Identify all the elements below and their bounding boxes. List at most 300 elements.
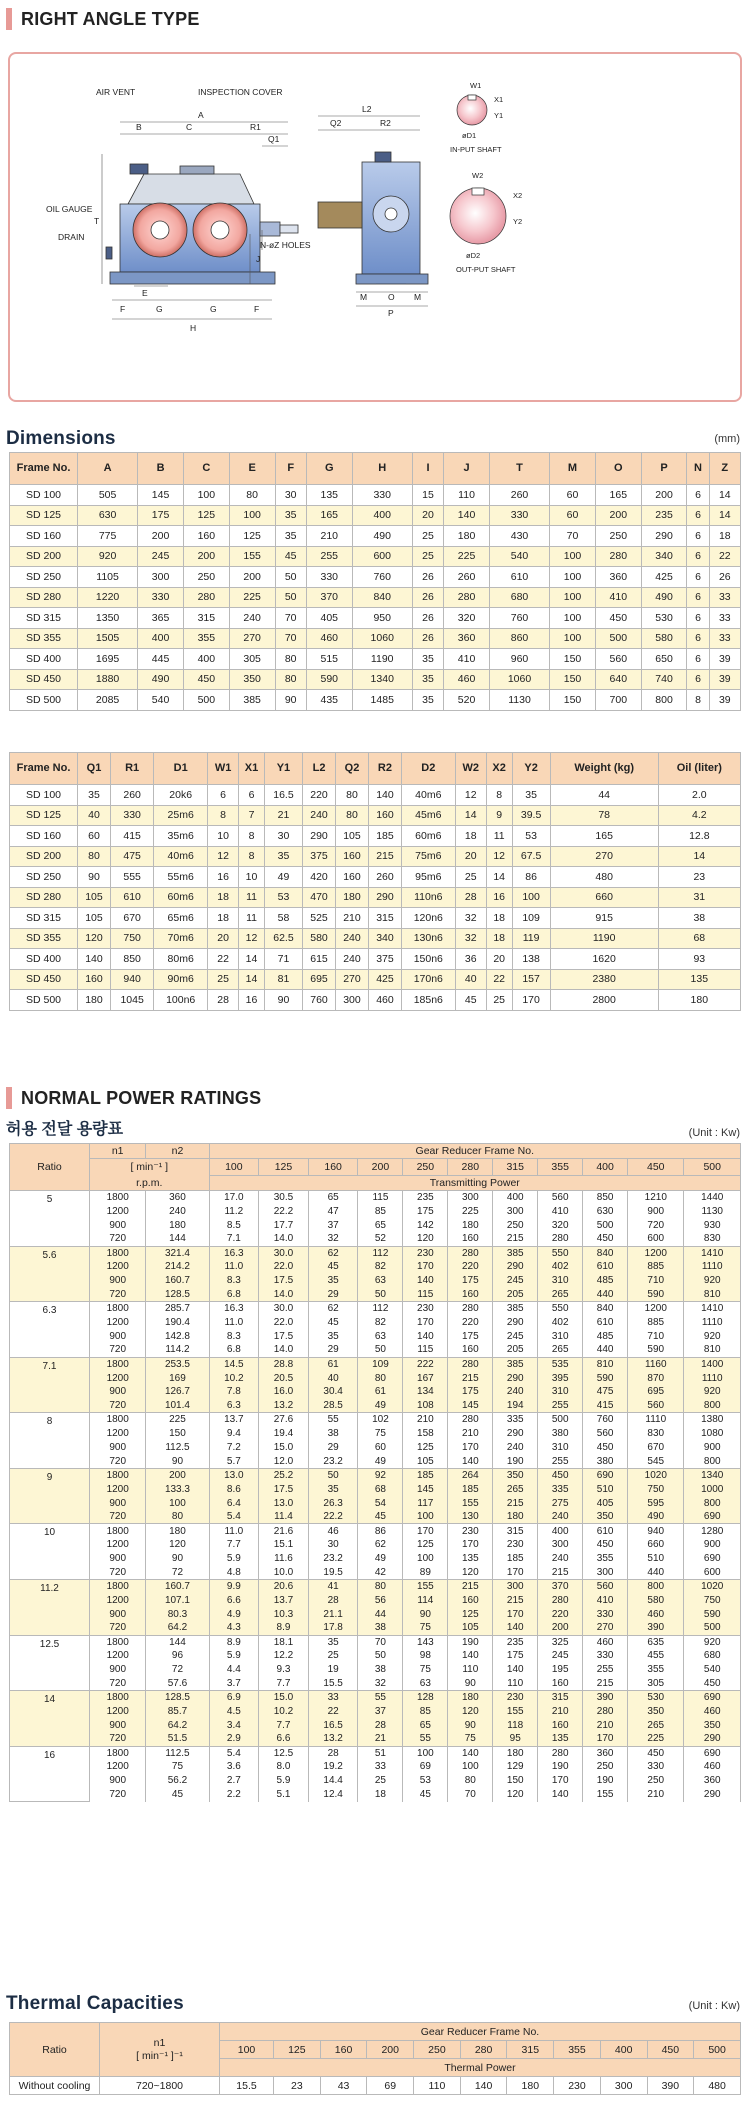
table-cell: 1000 [684,1482,741,1496]
table-row [10,546,741,567]
table-cell: 50 [358,1343,403,1357]
table-cell: 128.5 [146,1288,209,1302]
table-cell: 330 [583,1649,628,1663]
table-cell: 68 [358,1482,403,1496]
table-cell: 330 [352,485,412,506]
section-header-right-angle [6,8,200,30]
table-cell: 170 [493,1607,538,1621]
table-cell: 720 [90,1732,146,1746]
table-cell: 440 [583,1288,628,1302]
table-cell: 210 [336,908,369,929]
table-cell: 38 [658,908,740,929]
table-cell: 155 [229,546,275,567]
table-cell: 62 [308,1302,358,1316]
table-cell: 690 [583,1468,628,1482]
table-cell: 165 [550,826,658,847]
column-header: Q2 [336,753,369,785]
table-cell: 68 [658,928,740,949]
frame-col: 280 [460,2041,507,2059]
table-cell: 230 [493,1691,538,1705]
table-cell: 39.5 [512,805,550,826]
table-cell: 11 [239,908,265,929]
table-cell: 445 [138,649,184,670]
table-cell: 160 [448,1288,493,1302]
table-cell: 415 [110,826,153,847]
table-cell: 305 [229,649,275,670]
table-cell: 315 [368,908,401,929]
table-cell: 460 [628,1607,684,1621]
table-cell: 560 [538,1191,583,1205]
section-header-thermal [6,1993,184,2015]
table-cell: 630 [78,505,138,526]
table-cell: 285.7 [146,1302,209,1316]
table-cell: 1105 [78,567,138,588]
table-cell: 210 [403,1413,448,1427]
table-cell: 385 [493,1302,538,1316]
table-cell: 52 [358,1232,403,1246]
table-cell: 330 [583,1607,628,1621]
label-G: G [156,304,163,314]
table-row [10,669,741,690]
table-cell: 1045 [110,990,153,1011]
table-cell: 10.2 [209,1371,259,1385]
label-R1: R1 [250,122,261,132]
table-cell: 8 [486,785,512,806]
table-cell: 235 [493,1635,538,1649]
table-cell: 145 [448,1399,493,1413]
accent-bar [6,8,12,30]
table-cell: 950 [352,608,412,629]
table-cell: 35 [308,1329,358,1343]
table-cell: 63 [358,1274,403,1288]
table-cell: 180 [493,1510,538,1524]
table-row [10,2077,741,2095]
header-thermal-power: Thermal Power [220,2059,741,2077]
table-cell: 650 [641,649,687,670]
table-cell: 40 [308,1371,358,1385]
table-cell: 290 [493,1260,538,1274]
table-cell: 4.9 [209,1607,259,1621]
table-cell: 190 [583,1774,628,1788]
table-cell: 105 [448,1621,493,1635]
table-cell: 100 [550,567,596,588]
table-cell: 86 [358,1524,403,1538]
table-cell: 390 [583,1691,628,1705]
table-cell: 220 [303,785,336,806]
table-cell: 940 [110,969,153,990]
table-cell: 47 [308,1204,358,1218]
table-cell: SD 500 [10,690,78,711]
table-cell: 340 [368,928,401,949]
column-header: G [306,453,352,485]
column-header: F [275,453,306,485]
table-cell: 65m6 [154,908,208,929]
header-frame: Gear Reducer Frame No. [220,2023,741,2041]
table-cell: 180 [444,526,490,547]
table-cell: 82 [358,1316,403,1330]
table-cell: 25.2 [259,1468,309,1482]
table-cell: 20k6 [154,785,208,806]
table-cell: 25m6 [154,805,208,826]
table-cell: 360 [444,628,490,649]
table-cell: 20 [412,505,443,526]
table-cell: 170 [512,990,550,1011]
front-view [106,164,298,284]
table-row [10,1593,741,1607]
table-cell: 175 [448,1329,493,1343]
table-cell: 405 [306,608,352,629]
table-cell: 18 [358,1788,403,1802]
table-cell: 80 [275,649,306,670]
table-cell: 41 [308,1579,358,1593]
table-cell: 265 [538,1343,583,1357]
table-cell: 290 [684,1732,741,1746]
table-cell: 56 [358,1593,403,1607]
table-cell: 9.4 [209,1427,259,1441]
table-cell: 280 [448,1302,493,1316]
table-cell: 1200 [90,1204,146,1218]
table-cell: 550 [538,1302,583,1316]
table-cell: 22.2 [308,1510,358,1524]
table-cell: 321.4 [146,1246,209,1260]
ratio-cell: 10 [10,1524,90,1580]
table-cell: SD 200 [10,846,78,867]
table-cell: 535 [538,1357,583,1371]
table-cell: 670 [628,1441,684,1455]
table-row [10,1718,741,1732]
table-cell: 460 [368,990,401,1011]
table-cell: 120 [403,1232,448,1246]
table-cell: 5.9 [209,1649,259,1663]
table-cell: 490 [641,587,687,608]
table-cell: 11.0 [209,1316,259,1330]
table-cell: 100 [448,1760,493,1774]
table-cell: 475 [583,1385,628,1399]
table-cell: 22 [709,546,740,567]
table-cell: 240 [229,608,275,629]
table-cell: 100 [550,608,596,629]
table-cell: 49 [358,1454,403,1468]
table-cell: 2085 [78,690,138,711]
table-cell: 126.7 [146,1385,209,1399]
ratio-cell: 5 [10,1191,90,1247]
table-cell: 460 [583,1635,628,1649]
table-cell: 95m6 [401,867,455,888]
table-cell: 4.3 [209,1621,259,1635]
table-row [10,1218,741,1232]
table-cell: 150 [550,690,596,711]
table-cell: 610 [583,1260,628,1274]
table-cell: 49 [358,1399,403,1413]
table-cell: 14 [709,485,740,506]
table-cell: SD 450 [10,969,78,990]
table-row [10,1552,741,1566]
table-cell: 680 [489,587,549,608]
table-cell: 45 [275,546,306,567]
table-cell: 144 [146,1635,209,1649]
table-cell: 3.7 [209,1677,259,1691]
table-cell: 17.5 [259,1482,309,1496]
table-cell: 590 [628,1343,684,1357]
table-cell: 12.2 [259,1649,309,1663]
table-cell: 114.2 [146,1343,209,1357]
table-cell: 490 [138,669,184,690]
table-cell: 53 [512,826,550,847]
table-cell: 1410 [684,1246,741,1260]
table-cell: 135 [306,485,352,506]
table-cell: 25 [412,526,443,547]
table-cell: 270 [550,846,658,867]
table-cell: 190 [538,1760,583,1774]
table-cell: 37 [308,1218,358,1232]
table-cell: 70 [275,628,306,649]
table-cell: 270 [583,1621,628,1635]
table-cell: 7.7 [259,1677,309,1691]
table-cell: 18 [208,887,239,908]
table-cell: 40m6 [401,785,455,806]
table-cell: SD 100 [10,485,78,506]
table-cell: 350 [628,1704,684,1718]
table-cell: 29 [308,1441,358,1455]
table-cell: 29 [308,1288,358,1302]
table-cell: 56.2 [146,1774,209,1788]
table-row [10,1468,741,1482]
table-cell: 710 [628,1329,684,1343]
table-cell: 460 [684,1704,741,1718]
table-cell: 22.0 [259,1316,309,1330]
column-header: Y2 [512,753,550,785]
table-cell: 615 [303,949,336,970]
ratio-cell: 11.2 [10,1579,90,1635]
table-cell: 885 [628,1316,684,1330]
table-cell: 55 [403,1732,448,1746]
table-cell: 230 [403,1246,448,1260]
table-cell: 810 [684,1288,741,1302]
table-cell: 25 [308,1649,358,1663]
table-cell: 255 [583,1663,628,1677]
table-cell: 57.6 [146,1677,209,1691]
table-cell: 140 [78,949,111,970]
table-cell: 1800 [90,1302,146,1316]
table-cell: 900 [90,1329,146,1343]
table-cell: 560 [583,1427,628,1441]
table-cell: 160 [448,1343,493,1357]
frame-col: 355 [554,2041,601,2059]
table-cell: 1880 [78,669,138,690]
table-cell: 25 [208,969,239,990]
table-cell: 1800 [90,1413,146,1427]
table-cell: 225 [229,587,275,608]
table-row [10,608,741,629]
table-cell: 400 [538,1524,583,1538]
table-cell: 315 [183,608,229,629]
table-cell: 1130 [489,690,549,711]
table-cell: 330 [138,587,184,608]
table-cell: 360 [595,567,641,588]
table-cell: 450 [628,1746,684,1760]
table-cell: 760 [303,990,336,1011]
table-cell: 165 [306,505,352,526]
table-cell: 850 [583,1191,628,1205]
table-cell: 20 [208,928,239,949]
table-cell: 590 [684,1607,741,1621]
table-cell: 15.5 [308,1677,358,1691]
frame-col: 200 [358,1159,403,1176]
table-cell: 67.5 [512,846,550,867]
table-cell: 210 [306,526,352,547]
ratio-cell: 5.6 [10,1246,90,1302]
table-row [10,887,741,908]
label-output-shaft: OUT-PUT SHAFT [456,265,516,274]
table-cell: 65 [308,1191,358,1205]
table-cell: 280 [444,587,490,608]
table-cell: 63 [403,1677,448,1691]
table-cell: 340 [641,546,687,567]
table-cell: 280 [595,546,641,567]
table-cell: 1110 [684,1316,741,1330]
table-cell: 125 [403,1441,448,1455]
table-cell: 38 [358,1621,403,1635]
table-cell: 1800 [90,1524,146,1538]
table-cell: 380 [583,1454,628,1468]
table-cell: 169 [146,1371,209,1385]
table-cell: 270 [336,969,369,990]
table-cell: 240 [493,1441,538,1455]
table-cell: 3.6 [209,1760,259,1774]
table-cell: 11.4 [259,1510,309,1524]
table-cell: 680 [684,1649,741,1663]
table-cell: 250 [493,1218,538,1232]
table-row [10,1260,741,1274]
table-cell: 50 [275,587,306,608]
table-cell: 160.7 [146,1579,209,1593]
table-cell: 64.2 [146,1718,209,1732]
column-header: H [352,453,412,485]
table-cell: 165 [595,485,641,506]
table-cell: 180 [336,887,369,908]
table-cell: 8 [239,846,265,867]
label-R2: R2 [380,118,391,128]
table-cell: 23.2 [308,1552,358,1566]
table-cell: 51 [358,1746,403,1760]
table-cell: 107.1 [146,1593,209,1607]
table-cell: 590 [628,1288,684,1302]
table-cell: 30 [308,1538,358,1552]
table-cell: 10 [239,867,265,888]
table-cell: 5.4 [209,1746,259,1760]
table-cell: 185n6 [401,990,455,1011]
table-cell: 100 [512,887,550,908]
table-cell: 250 [595,526,641,547]
table-cell: 170 [538,1774,583,1788]
table-cell: 260 [110,785,153,806]
table-cell: 290 [493,1371,538,1385]
table-row [10,1371,741,1385]
table-cell: 61 [358,1385,403,1399]
table-cell: 290 [641,526,687,547]
table-cell: 23 [658,867,740,888]
table-cell: 280 [448,1413,493,1427]
table-cell: 90 [448,1677,493,1691]
table-row [10,526,741,547]
table-cell: 435 [306,690,352,711]
table-cell: 720 [90,1288,146,1302]
table-cell: 71 [264,949,302,970]
table-row [10,1413,741,1427]
table-cell: 450 [538,1468,583,1482]
table-row [10,1649,741,1663]
table-cell: 19.5 [308,1566,358,1580]
table-cell: 220 [538,1607,583,1621]
table-cell: 810 [684,1343,741,1357]
table-cell: 740 [641,669,687,690]
table-cell: SD 250 [10,867,78,888]
table-cell: 840 [583,1302,628,1316]
table-cell: 720 [90,1566,146,1580]
table-row [10,1566,741,1580]
ratio-cell: 9 [10,1468,90,1524]
table-cell: 4.8 [209,1566,259,1580]
table-cell: 545 [628,1454,684,1468]
table-cell: 7.2 [209,1441,259,1455]
table-cell: 185 [493,1552,538,1566]
table-cell: 635 [628,1635,684,1649]
table-cell: 185 [448,1482,493,1496]
table-cell: 11.0 [209,1260,259,1274]
table-cell: 405 [583,1496,628,1510]
table-cell: 10.0 [259,1566,309,1580]
power-ratings-table [9,1143,741,1802]
table-cell: 17.5 [259,1329,309,1343]
table-cell: 60m6 [154,887,208,908]
table-cell: 310 [538,1385,583,1399]
column-header: O [595,453,641,485]
table-cell: 1220 [78,587,138,608]
table-cell: 11.2 [209,1204,259,1218]
column-header: B [138,453,184,485]
table-cell: 180 [658,990,740,1011]
table-cell: 69 [367,2077,414,2095]
table-cell: 300 [583,1566,628,1580]
table-cell: 6 [687,546,709,567]
table-row [10,567,741,588]
drawing-frame [8,52,742,402]
label-P: P [388,308,394,318]
table-cell: 6.8 [209,1343,259,1357]
table-cell: 160 [336,846,369,867]
table-cell: 150 [493,1774,538,1788]
table-cell: 885 [628,1260,684,1274]
table-cell: 540 [489,546,549,567]
ratio-cell: 8 [10,1413,90,1469]
table-cell: 80m6 [154,949,208,970]
table-cell: 10.3 [259,1607,309,1621]
table-cell: 1800 [90,1357,146,1371]
table-cell: 500 [684,1621,741,1635]
label-Y1: Y1 [494,111,504,120]
table-cell: 18 [208,908,239,929]
label-L2: L2 [362,104,372,114]
table-cell: 210 [583,1718,628,1732]
table-cell: 480 [550,867,658,888]
table-cell: 26 [412,628,443,649]
table-cell: 5.9 [209,1552,259,1566]
table-cell: 175 [493,1649,538,1663]
table-cell: 60 [550,505,596,526]
table-row [10,1385,741,1399]
column-header: Q1 [78,753,111,785]
table-cell: 450 [583,1232,628,1246]
